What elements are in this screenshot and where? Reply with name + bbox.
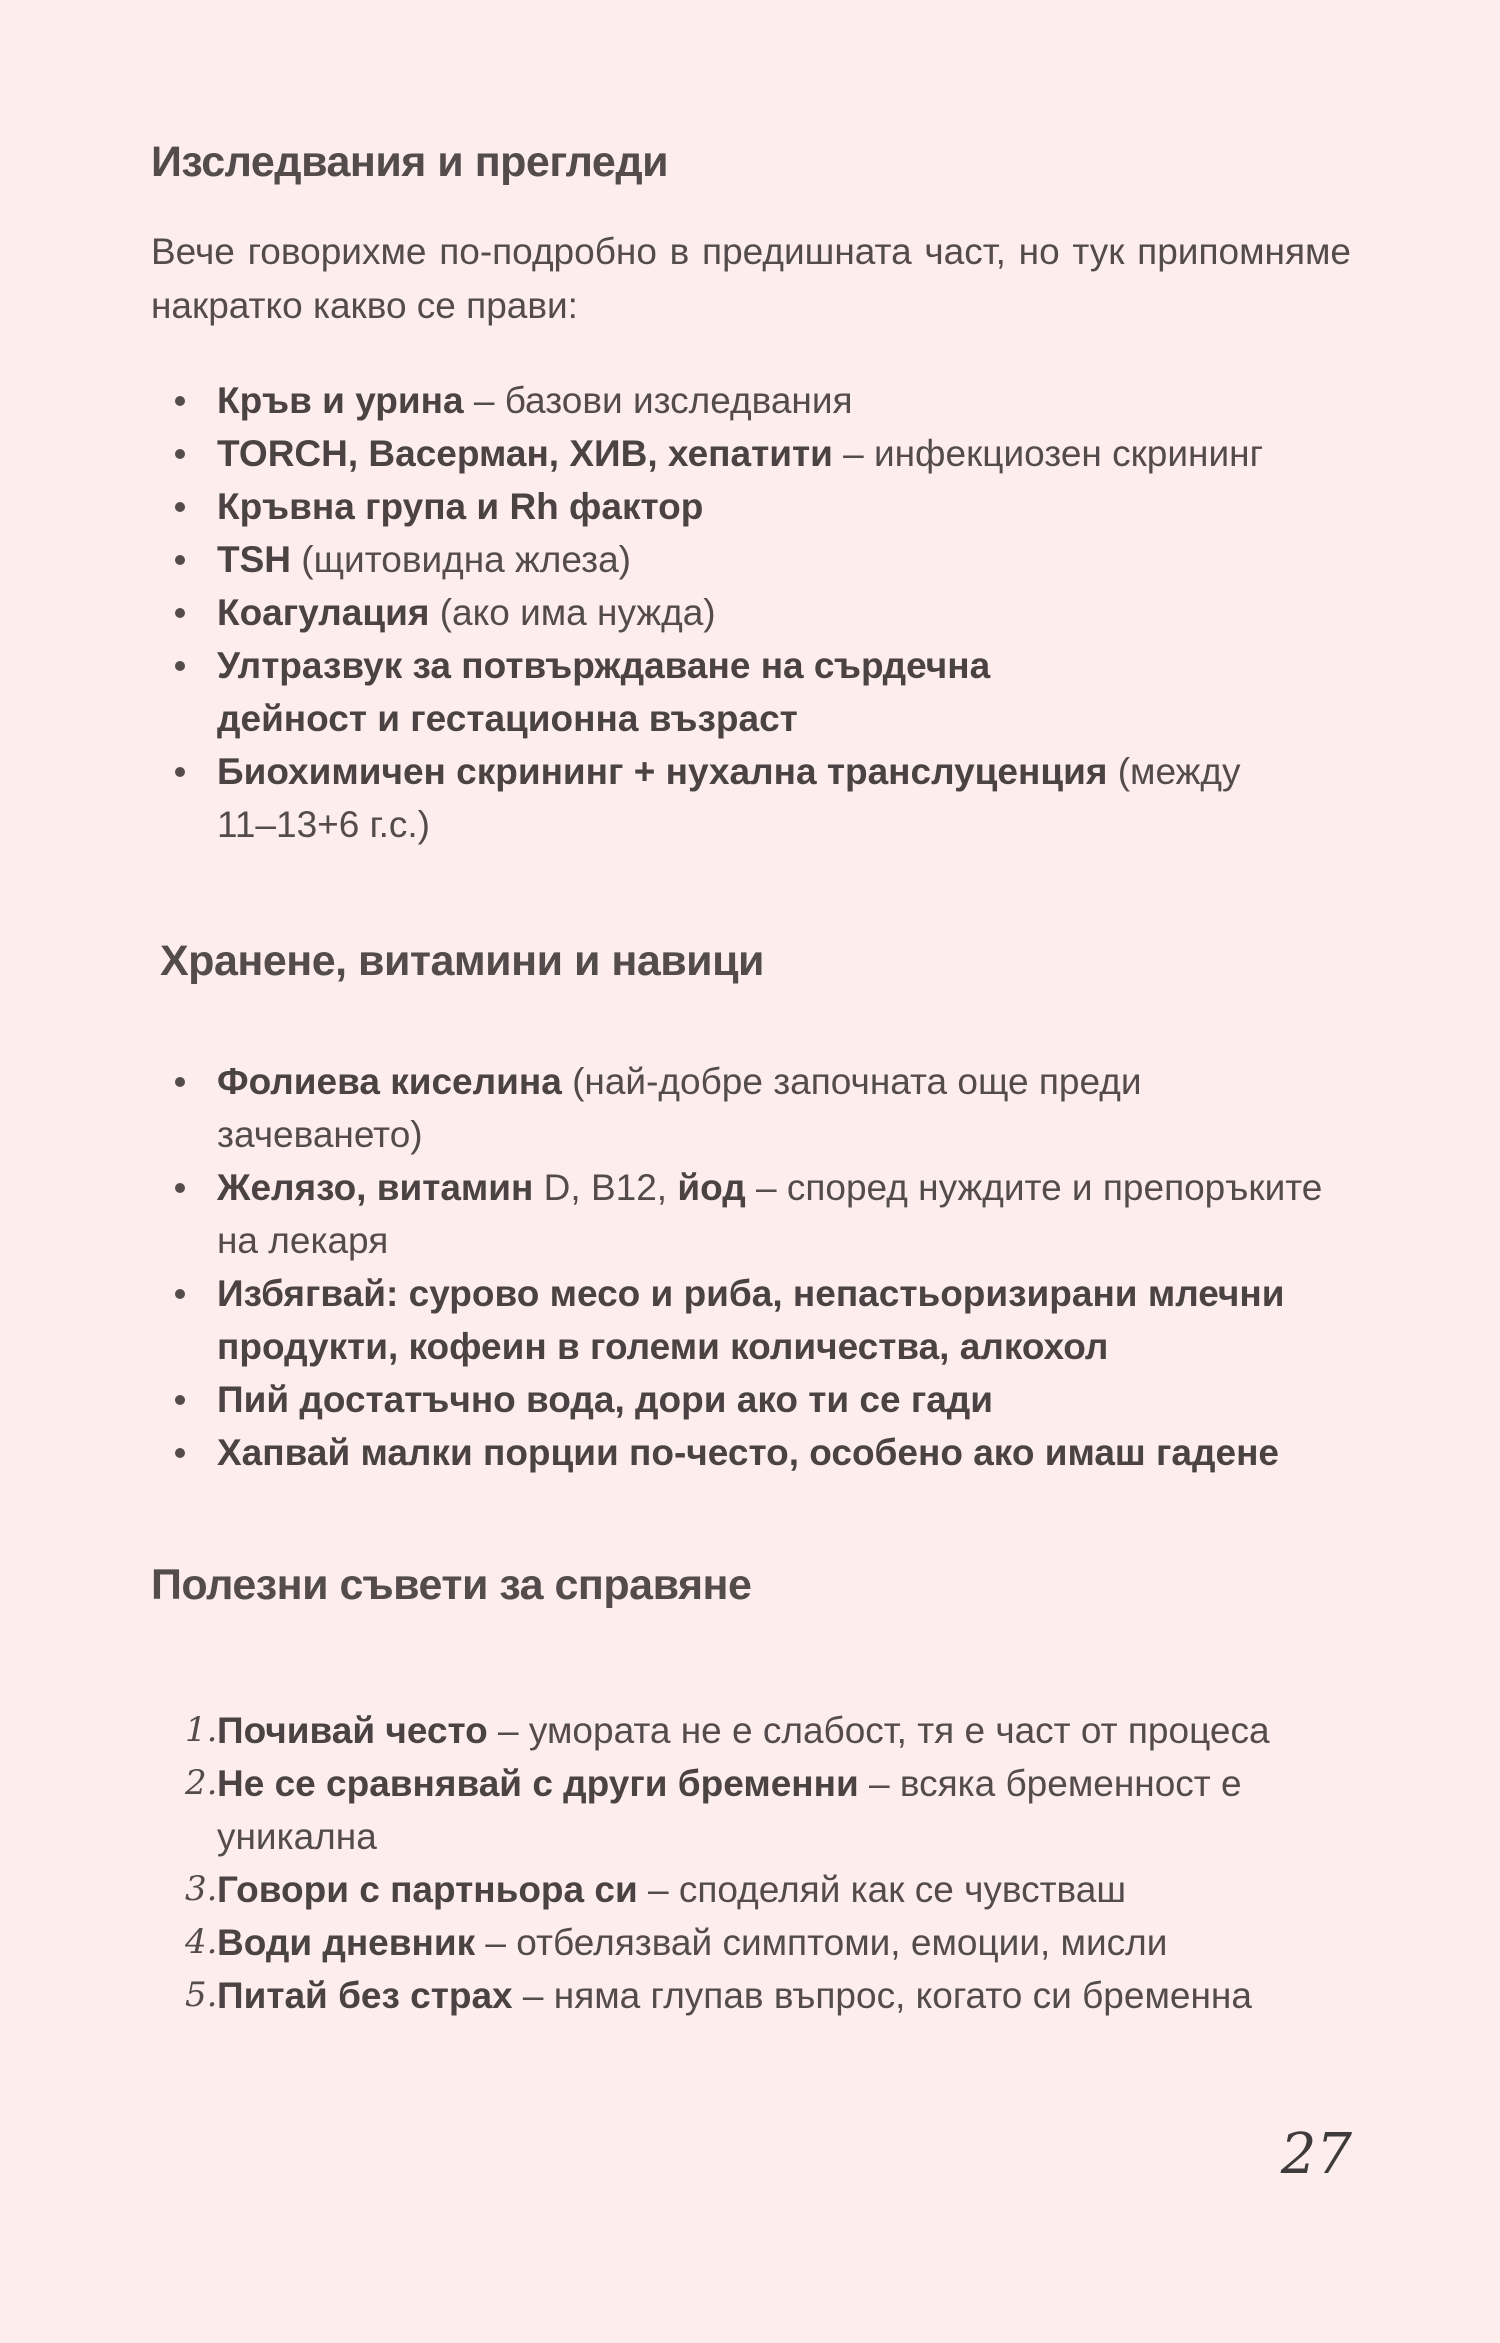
list-item: 2. Не се сравнявай с други бременни – всяка бременност е уникална xyxy=(185,1763,1242,1857)
list-item: Фолиева киселина (най-добре започната още преди зачеването) xyxy=(0,1055,1217,1161)
list-item: Биохимичен скрининг + нухална транслуценция (между 11–13+6 г.с.) xyxy=(0,745,1277,851)
list-item: Кръвна група и Rh фактор xyxy=(0,480,1357,533)
list-item: Желязо, витамин D, B12, йод – според нуждите и препоръките на лекаря xyxy=(0,1161,1357,1267)
section-heading-tests: Изследвания и прегледи xyxy=(151,138,669,186)
list-item: Избягвай: сурово месо и риба, непастьоризирани млечни продукти, кофеин в големи количества, алкохол xyxy=(0,1267,1357,1373)
section-intro-paragraph: Вече говорихме по-подробно в предишната част, но тук припомняме накратко какво се прави: xyxy=(151,231,1351,326)
tips-list xyxy=(0,1704,1357,2022)
list-item: Коагулация (ако има нужда) xyxy=(0,586,1357,639)
list-item: TSH (щитовидна жлеза) xyxy=(0,533,1357,586)
list-item: 5. Питай без страх – няма глупав въпрос, когато си бременна xyxy=(185,1975,1252,2016)
list-item: 4. Води дневник – отбелязвай симптоми, емоции, мисли xyxy=(185,1922,1168,1963)
section-heading-tips: Полезни съвети за справяне xyxy=(151,1561,752,1609)
list-item: Кръв и урина – базови изследвания xyxy=(0,374,1357,427)
tests-list xyxy=(0,374,1357,851)
list-item: Хапвай малки порции по-често, особено ако имаш гадене xyxy=(0,1426,1357,1479)
list-item: Пий достатъчно вода, дори ако ти се гади xyxy=(0,1373,1357,1426)
list-item: TORCH, Васерман, ХИВ, хепатити – инфекциозен скрининг xyxy=(0,427,1357,480)
section-heading-nutrition: Хранене, витамини и навици xyxy=(160,937,764,985)
nutrition-list xyxy=(0,1055,1357,1479)
page-number: 27 xyxy=(1280,2122,1352,2187)
list-item: 1. Почивай често – умората не е слабост, тя е част от процеса xyxy=(185,1710,1270,1751)
list-item: 3. Говори с партньора си – споделяй как се чувстваш xyxy=(185,1869,1127,1910)
list-item: Ултразвук за потвърждаване на сърдечна дейност и гестационна възраст xyxy=(0,639,1117,745)
